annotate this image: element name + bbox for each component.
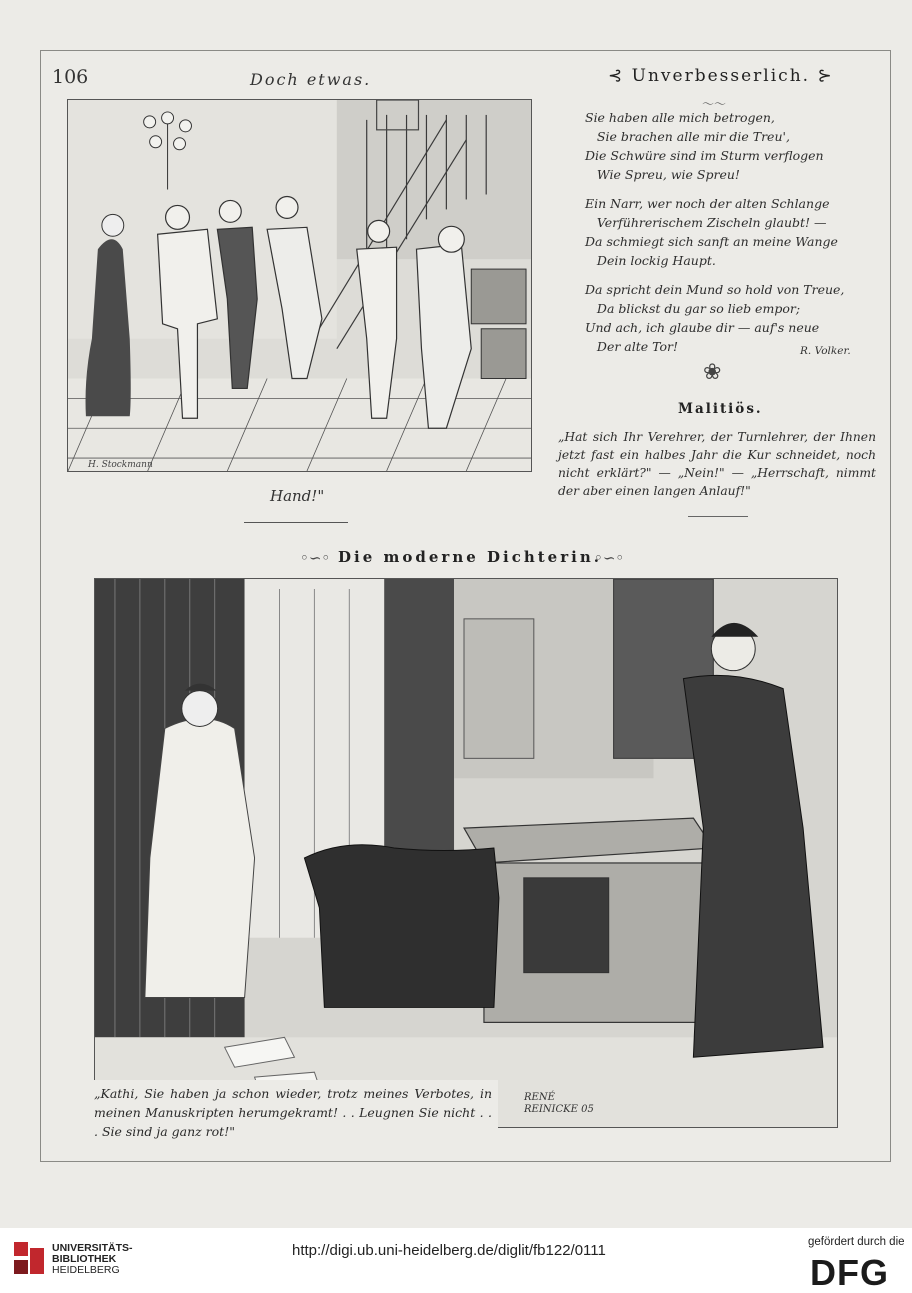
bottom-artist-signature [524, 1092, 594, 1116]
top-artist-signature: H. Stockmann [88, 460, 153, 470]
page-number: 106 [52, 66, 89, 88]
swirl-right-ornament: ◦∽◦ [594, 549, 625, 567]
poem-line: Ein Narr, wer noch der alten Schlange [585, 196, 830, 211]
university-logo-icon[interactable] [10, 1238, 48, 1278]
flower-ornament-icon: ❀ [703, 360, 722, 385]
funded-by-note: gefördert durch die [808, 1236, 905, 1248]
library-line2: BIBLIOTHEK [52, 1253, 117, 1265]
poem-line: Die Schwüre sind im Sturm verflogen [585, 148, 824, 163]
section-title: Die moderne Dichterin. [338, 548, 602, 566]
permalink-url[interactable]: http://digi.ub.uni-heidelberg.de/diglit/fb122/0111 [292, 1242, 606, 1259]
top-caption: Hand!" [270, 487, 325, 505]
poem-line: Da blickst du gar so lieb empor; [585, 301, 801, 316]
poem-stanza [585, 108, 875, 184]
header-right-title: ⊰ Unverbesserlich. ⊱ [608, 66, 834, 86]
poem-line: Wie Spreu, wie Spreu! [585, 167, 740, 182]
poem-line: Sie haben alle mich betrogen, [585, 110, 775, 125]
bottom-illustration [94, 578, 838, 1128]
poem-line: Da schmiegt sich sanft an meine Wange [585, 234, 838, 249]
artist-name-line2: REINICKE 05 [524, 1104, 594, 1115]
poem-line: Da spricht dein Mund so hold von Treue, [585, 282, 845, 297]
top-caption-rule [244, 522, 348, 523]
poem-line: Und ach, ich glaube dir — auf's neue [585, 320, 820, 335]
artist-name-line1: RENÉ [524, 1092, 555, 1103]
swirl-left-ornament: ◦∽◦ [300, 549, 331, 567]
malitioes-rule [688, 516, 748, 517]
poem-line: Der alte Tor! [585, 339, 679, 354]
library-name[interactable] [52, 1243, 133, 1276]
poem-line: Verführerischem Zischeln glaubt! — [585, 215, 827, 230]
library-line1: UNIVERSITÄTS- [52, 1242, 133, 1254]
poem-line: Sie brachen alle mir die Treu', [585, 129, 790, 144]
top-illustration [67, 99, 532, 472]
poem-line: Dein lockig Haupt. [585, 253, 716, 268]
poem [585, 108, 875, 366]
header-right-text: Unverbesserlich. [631, 66, 811, 86]
library-line3: HEIDELBERG [52, 1264, 120, 1276]
malitioes-title: Malitiös. [678, 401, 763, 417]
bottom-caption: „Kathi, Sie haben ja schon wieder, trotz meines Verbotes, in meinen Manuskripten herumgekramt! . . Leugnen Sie nicht . . . Sie sind ja ganz rot!" [88, 1080, 498, 1145]
dfg-logo[interactable]: DFG [810, 1252, 889, 1293]
malitioes-text: „Hat sich Ihr Verehrer, der Turnlehrer, der Ihnen jetzt fast ein halbes Jahr die Kur schneidet, noch nicht erklärt?" — „Nein!" — „Herrschaft, nimmt der aber einen langen Anlauf!" [558, 430, 876, 498]
footer-bar [0, 1228, 912, 1293]
header-left-title: Doch etwas. [250, 70, 372, 89]
poem-ornament: 〜〜 [702, 97, 727, 111]
poem-stanza [585, 194, 875, 270]
poem-author: R. Volker. [800, 345, 851, 357]
